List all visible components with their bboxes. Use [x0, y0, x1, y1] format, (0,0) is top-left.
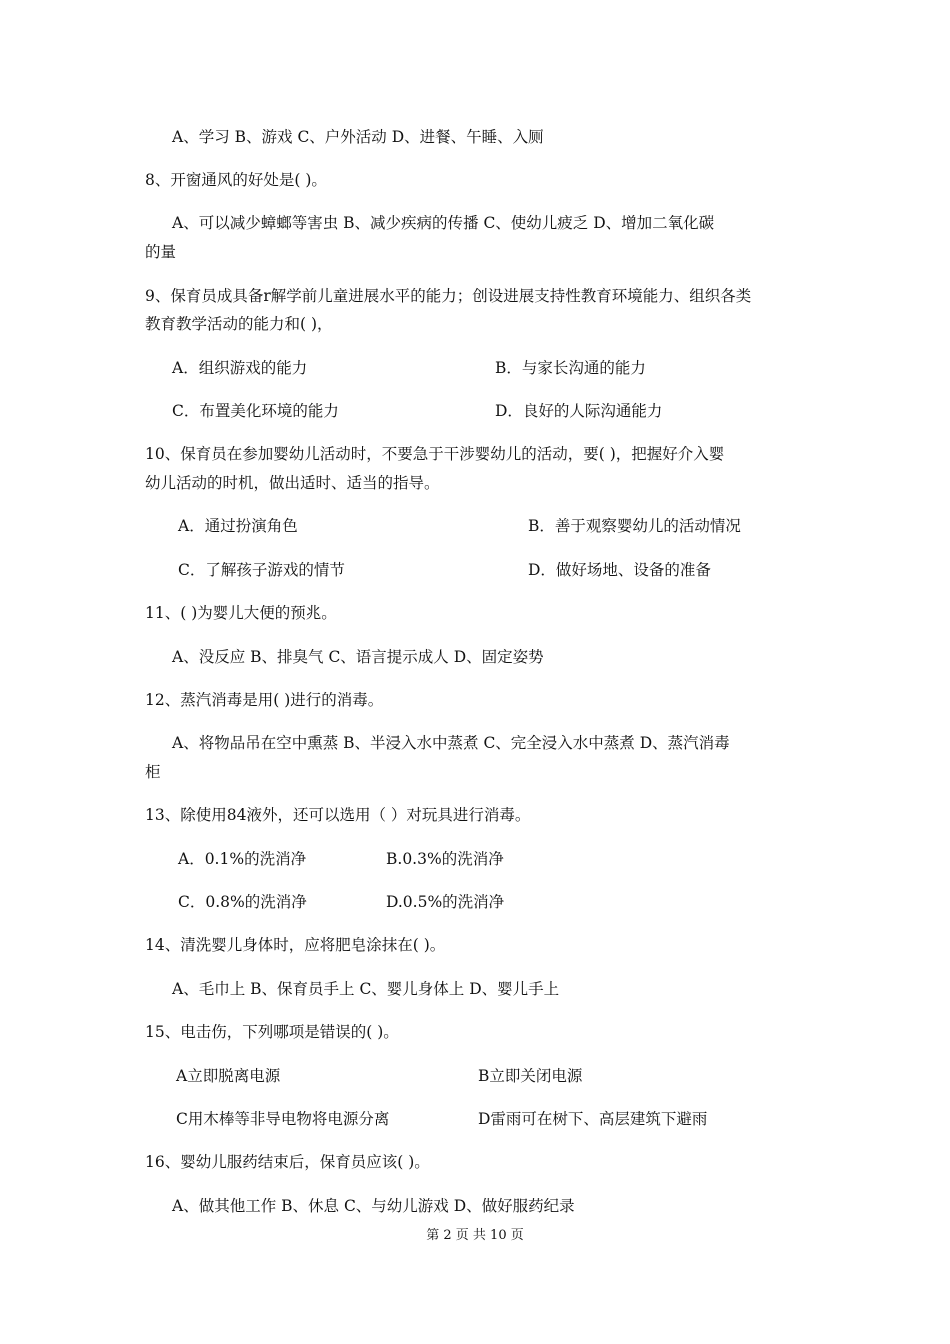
q14-stem: 14、清洗婴儿身体时，应将肥皂涂抹在( )。 — [145, 936, 446, 954]
q10-stem-line2: 幼儿活动的时机，做出适时、适当的指导。 — [145, 474, 440, 492]
q12-stem: 12、蒸汽消毒是用( )进行的消毒。 — [145, 691, 384, 709]
q16-stem: 16、婴幼儿服药结束后，保育员应该( )。 — [145, 1153, 430, 1171]
q10-option-a: A．通过扮演角色 — [178, 517, 298, 535]
q13-option-b: B.0.3%的洗消净 — [386, 850, 504, 868]
q15-stem: 15、电击伤，下列哪项是错误的( )。 — [145, 1023, 399, 1041]
q11-stem: 11、( )为婴儿大便的预兆。 — [145, 604, 337, 622]
q8-options-line2: 的量 — [145, 243, 177, 261]
q9-option-d: D．良好的人际沟通能力 — [495, 402, 663, 420]
q8-stem: 8、开窗通风的好处是( )。 — [145, 171, 327, 189]
q15-option-d: D雷雨可在树下、高层建筑下避雨 — [478, 1110, 708, 1128]
q15-option-c: C用木棒等非导电物将电源分离 — [176, 1110, 390, 1128]
q10-option-c: C．了解孩子游戏的情节 — [178, 561, 345, 579]
q10-option-b: B．善于观察婴幼儿的活动情况 — [528, 517, 741, 535]
q13-stem: 13、除使用84液外，还可以选用（ ）对玩具进行消毒。 — [145, 806, 531, 824]
q13-option-a: A．0.1%的洗消净 — [178, 850, 307, 868]
q12-options-line1: A、将物品吊在空中熏蒸 B、半浸入水中蒸煮 C、完全浸入水中蒸煮 D、蒸汽消毒 — [172, 734, 730, 752]
q9-option-b: B．与家长沟通的能力 — [495, 359, 646, 377]
q12-options-line2: 柜 — [145, 763, 161, 781]
q14-options: A、毛巾上 B、保育员手上 C、婴儿身体上 D、婴儿手上 — [172, 980, 560, 998]
q9-stem-line1: 9、保育员成具备r解学前儿童进展水平的能力；创设进展支持性教育环境能力、组织各类 — [145, 287, 752, 305]
q15-option-b: B立即关闭电源 — [478, 1067, 583, 1085]
q9-stem-line2: 教育教学活动的能力和( )， — [145, 315, 333, 333]
q16-options: A、做其他工作 B、休息 C、与幼儿游戏 D、做好服药纪录 — [172, 1197, 575, 1215]
q11-options: A、没反应 B、排臭气 C、语言提示成人 D、固定姿势 — [172, 648, 544, 666]
q8-options-line1: A、可以减少蟑螂等害虫 B、减少疾病的传播 C、使幼儿疲乏 D、增加二氧化碳 — [172, 214, 715, 232]
q7-options: A、学习 B、游戏 C、户外活动 D、进餐、午睡、入厕 — [172, 128, 544, 146]
q10-stem-line1: 10、保育员在参加婴幼儿活动时，不要急于干涉婴幼儿的活动，要( )，把握好介入婴 — [145, 445, 725, 463]
q10-option-d: D．做好场地、设备的准备 — [528, 561, 711, 579]
page-number: 第 2 页 共 10 页 — [426, 1228, 524, 1243]
q15-option-a: A立即脱离电源 — [176, 1067, 281, 1085]
q13-option-c: C．0.8%的洗消净 — [178, 893, 307, 911]
q13-option-d: D.0.5%的洗消净 — [386, 893, 505, 911]
q9-option-c: C．布置美化环境的能力 — [172, 402, 339, 420]
q9-option-a: A．组织游戏的能力 — [172, 359, 308, 377]
